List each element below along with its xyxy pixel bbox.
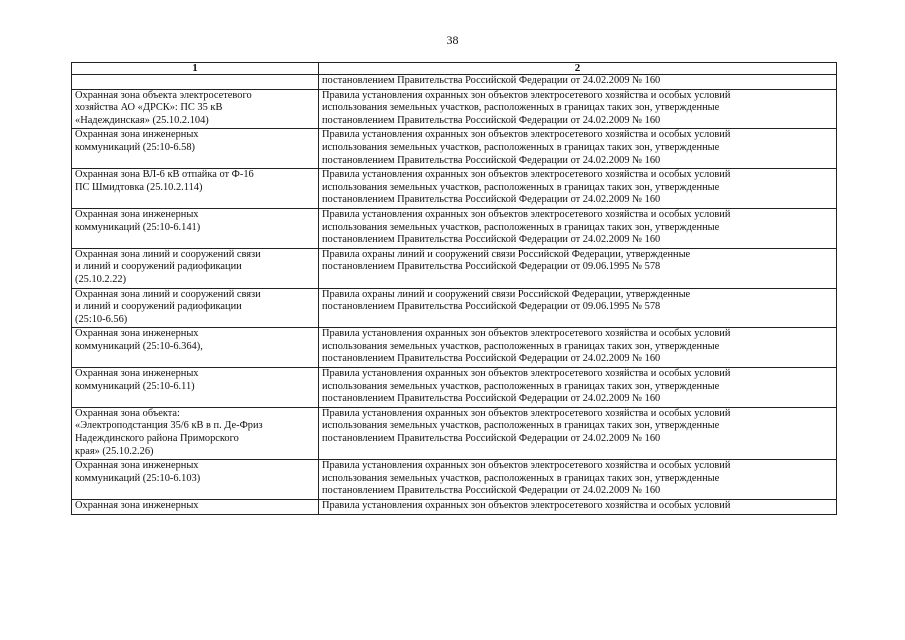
table-row: [72, 407, 837, 459]
cell-text-line: Охранная зона инженерных: [75, 500, 199, 511]
regulation-cell: [319, 288, 837, 328]
table-row: [72, 248, 837, 288]
cell-text-line: Охранная зона объекта:: [75, 407, 180, 419]
regulation-cell: [319, 248, 837, 288]
zone-name-cell: [72, 500, 319, 515]
cell-text-line: Правила установления охранных зон объектов электросетевого хозяйства и особых условий: [322, 500, 731, 511]
cell-text-line: Правила установления охранных зон объектов электросетевого хозяйства и особых условий: [322, 460, 731, 472]
cell-text-line: постановлением Правительства Российской Федерации от 24.02.2009 № 160: [322, 433, 661, 445]
cell-text-line: (25.10.2.22): [75, 273, 127, 285]
cell-text-line: Правила установления охранных зон объектов электросетевого хозяйства и особых условий: [322, 89, 731, 101]
cell-text-line: Охранная зона ВЛ-6 кВ отпайка от Ф-16: [75, 169, 254, 181]
regulation-cell: [319, 75, 837, 90]
table-row: [72, 460, 837, 500]
cell-text-line: хозяйства АО «ДРСК»: ПС 35 кВ: [75, 102, 223, 114]
cell-text-line: постановлением Правительства Российской Федерации от 24.02.2009 № 160: [322, 485, 661, 497]
cell-text-line: и линий и сооружений радиофикации: [75, 301, 242, 313]
cell-text-line: ПС Шмидтовка (25.10.2.114): [75, 181, 203, 193]
table-row: [72, 368, 837, 408]
table-row: [72, 500, 837, 515]
zone-name-cell: [72, 89, 319, 129]
regulation-cell: [319, 407, 837, 459]
regulation-cell: [319, 500, 837, 515]
table-body: [72, 75, 837, 515]
cell-text-line: Охранная зона линий и сооружений связи: [75, 288, 261, 300]
cell-text-line: постановлением Правительства Российской Федерации от 09.06.1995 № 578: [322, 261, 661, 273]
cell-text-line: Правила установления охранных зон объектов электросетевого хозяйства и особых условий: [322, 407, 731, 419]
cell-text-line: постановлением Правительства Российской Федерации от 24.02.2009 № 160: [322, 353, 661, 365]
regulation-cell: [319, 129, 837, 169]
cell-text-line: Охранная зона инженерных: [75, 208, 199, 220]
regulation-cell: [319, 89, 837, 129]
cell-text-line: Правила охраны линий и сооружений связи Российской Федерации, утвержденные: [322, 288, 691, 300]
cell-text-line: и линий и сооружений радиофикации: [75, 261, 242, 273]
cell-text-line: использования земельных участков, расположенных в границах таких зон, утвержденные: [322, 380, 720, 392]
cell-text-line: использования земельных участков, расположенных в границах таких зон, утвержденные: [322, 472, 720, 484]
cell-text-line: Правила установления охранных зон объектов электросетевого хозяйства и особых условий: [322, 169, 731, 181]
cell-text-line: использования земельных участков, расположенных в границах таких зон, утвержденные: [322, 420, 720, 432]
cell-text-line: «Надеждинская» (25.10.2.104): [75, 114, 209, 126]
cell-text-line: Правила установления охранных зон объектов электросетевого хозяйства и особых условий: [322, 368, 731, 380]
table-header-row: [72, 63, 837, 75]
regulation-cell: [319, 368, 837, 408]
zone-name-cell: [72, 129, 319, 169]
zone-name-cell: [72, 248, 319, 288]
cell-text-line: (25:10-6.56): [75, 313, 128, 325]
table-row: [72, 328, 837, 368]
cell-text-line: использования земельных участков, расположенных в границах таких зон, утвержденные: [322, 102, 720, 114]
cell-text-line: Надеждинского района Приморского: [75, 433, 239, 445]
cell-text-line: постановлением Правительства Российской Федерации от 24.02.2009 № 160: [322, 75, 661, 86]
cell-text-line: использования земельных участков, расположенных в границах таких зон, утвержденные: [322, 141, 720, 153]
cell-text-line: постановлением Правительства Российской Федерации от 24.02.2009 № 160: [322, 234, 661, 246]
cell-text-line: коммуникаций (25:10-6.103): [75, 472, 201, 484]
zone-name-cell: [72, 75, 319, 90]
cell-text-line: постановлением Правительства Российской Федерации от 24.02.2009 № 160: [322, 154, 661, 166]
column-header-2: 2: [319, 63, 837, 75]
regulation-cell: [319, 169, 837, 209]
table-row: [72, 208, 837, 248]
zone-name-cell: [72, 328, 319, 368]
table-row: [72, 89, 837, 129]
cell-text-line: «Электроподстанция 35/6 кВ в п. Де-Фриз: [75, 420, 263, 432]
cell-text-line: Охранная зона объекта электросетевого: [75, 89, 252, 101]
cell-text-line: постановлением Правительства Российской Федерации от 24.02.2009 № 160: [322, 393, 661, 405]
cell-text-line: коммуникаций (25:10-6.58): [75, 141, 195, 153]
zone-name-cell: [72, 407, 319, 459]
zone-name-cell: [72, 288, 319, 328]
cell-text-line: постановлением Правительства Российской Федерации от 24.02.2009 № 160: [322, 194, 661, 206]
table-row: [72, 129, 837, 169]
cell-text-line: Правила установления охранных зон объектов электросетевого хозяйства и особых условий: [322, 208, 731, 220]
zones-table: [71, 62, 837, 515]
cell-text-line: Охранная зона линий и сооружений связи: [75, 248, 261, 260]
cell-text-line: использования земельных участков, расположенных в границах таких зон, утвержденные: [322, 340, 720, 352]
table-row: [72, 75, 837, 90]
cell-text-line: Охранная зона инженерных: [75, 368, 199, 380]
cell-text-line: Правила установления охранных зон объектов электросетевого хозяйства и особых условий: [322, 328, 731, 340]
cell-text-line: коммуникаций (25:10-6.11): [75, 380, 195, 392]
cell-text-line: постановлением Правительства Российской Федерации от 24.02.2009 № 160: [322, 114, 661, 126]
regulation-cell: [319, 460, 837, 500]
cell-text-line: Охранная зона инженерных: [75, 129, 199, 141]
cell-text-line: края» (25.10.2.26): [75, 445, 154, 457]
cell-text-line: коммуникаций (25:10-6.364),: [75, 340, 203, 352]
zone-name-cell: [72, 368, 319, 408]
table-row: [72, 169, 837, 209]
cell-text-line: Правила установления охранных зон объектов электросетевого хозяйства и особых условий: [322, 129, 731, 141]
cell-text-line: постановлением Правительства Российской Федерации от 09.06.1995 № 578: [322, 301, 661, 313]
cell-text-line: коммуникаций (25:10-6.141): [75, 221, 201, 233]
zone-name-cell: [72, 169, 319, 209]
zone-name-cell: [72, 208, 319, 248]
zone-name-cell: [72, 460, 319, 500]
page-number: 38: [446, 33, 459, 47]
cell-text-line: Охранная зона инженерных: [75, 460, 199, 472]
regulation-cell: [319, 208, 837, 248]
cell-text-line: Охранная зона инженерных: [75, 328, 199, 340]
regulation-cell: [319, 328, 837, 368]
column-header-1: 1: [72, 63, 319, 75]
cell-text-line: использования земельных участков, расположенных в границах таких зон, утвержденные: [322, 221, 720, 233]
table-row: [72, 288, 837, 328]
cell-text-line: Правила охраны линий и сооружений связи Российской Федерации, утвержденные: [322, 248, 691, 260]
cell-text-line: использования земельных участков, расположенных в границах таких зон, утвержденные: [322, 181, 720, 193]
